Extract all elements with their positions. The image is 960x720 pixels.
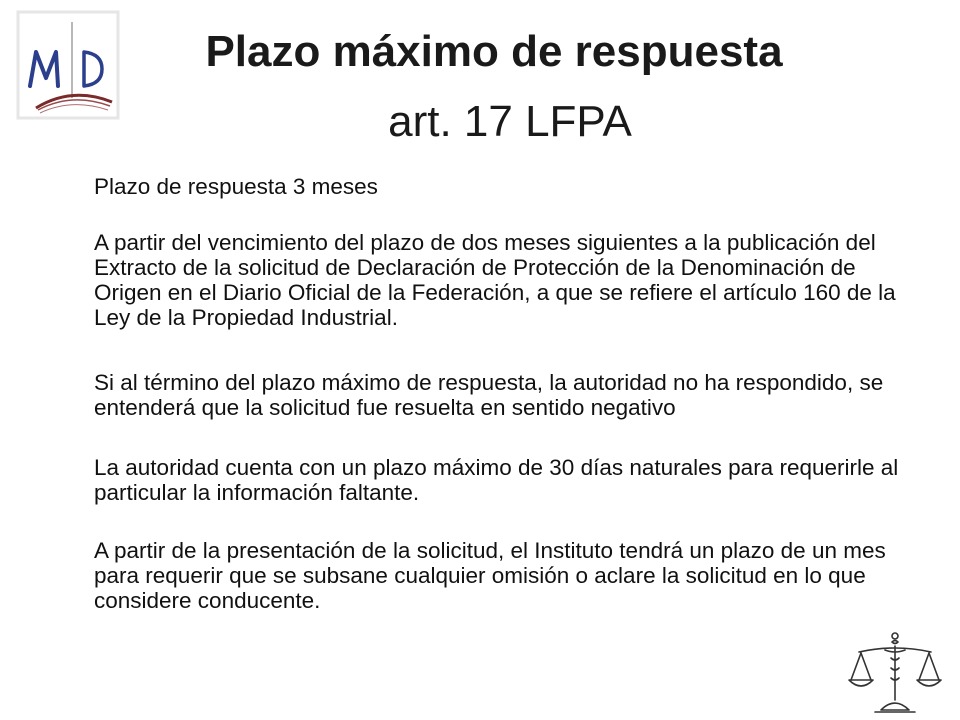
paragraph-plazo-respuesta: Plazo de respuesta 3 meses	[94, 174, 378, 199]
page-subtitle: art. 17 LFPA	[388, 97, 632, 146]
paragraph-vencimiento: A partir del vencimiento del plazo de dos meses siguientes a la publicación del Extracto de la solicitud de Declaración de Protección de la Denominación de Origen en el Diario Oficial de la Federación, a que se refiere el artículo 160 de la Ley de la Propiedad Industrial.	[94, 230, 896, 330]
paragraph-resolucion-negativa: Si al término del plazo máximo de respuesta, la autoridad no ha respondido, se entenderá que la solicitud fue resuelta en sentido negativo	[94, 370, 884, 420]
paragraph-requerimiento: La autoridad cuenta con un plazo máximo de 30 días naturales para requerirle al particular la información faltante.	[94, 455, 899, 505]
paragraph-subsanar-omision: A partir de la presentación de la solicitud, el Instituto tendrá un plazo de un mes para requerir que se subsane cualquier omisión o aclare la solicitud en lo que considere conducente.	[94, 538, 886, 613]
scales-of-justice-icon	[845, 628, 945, 716]
md-logo-icon	[16, 10, 120, 120]
page-title: Plazo máximo de respuesta	[205, 27, 783, 76]
